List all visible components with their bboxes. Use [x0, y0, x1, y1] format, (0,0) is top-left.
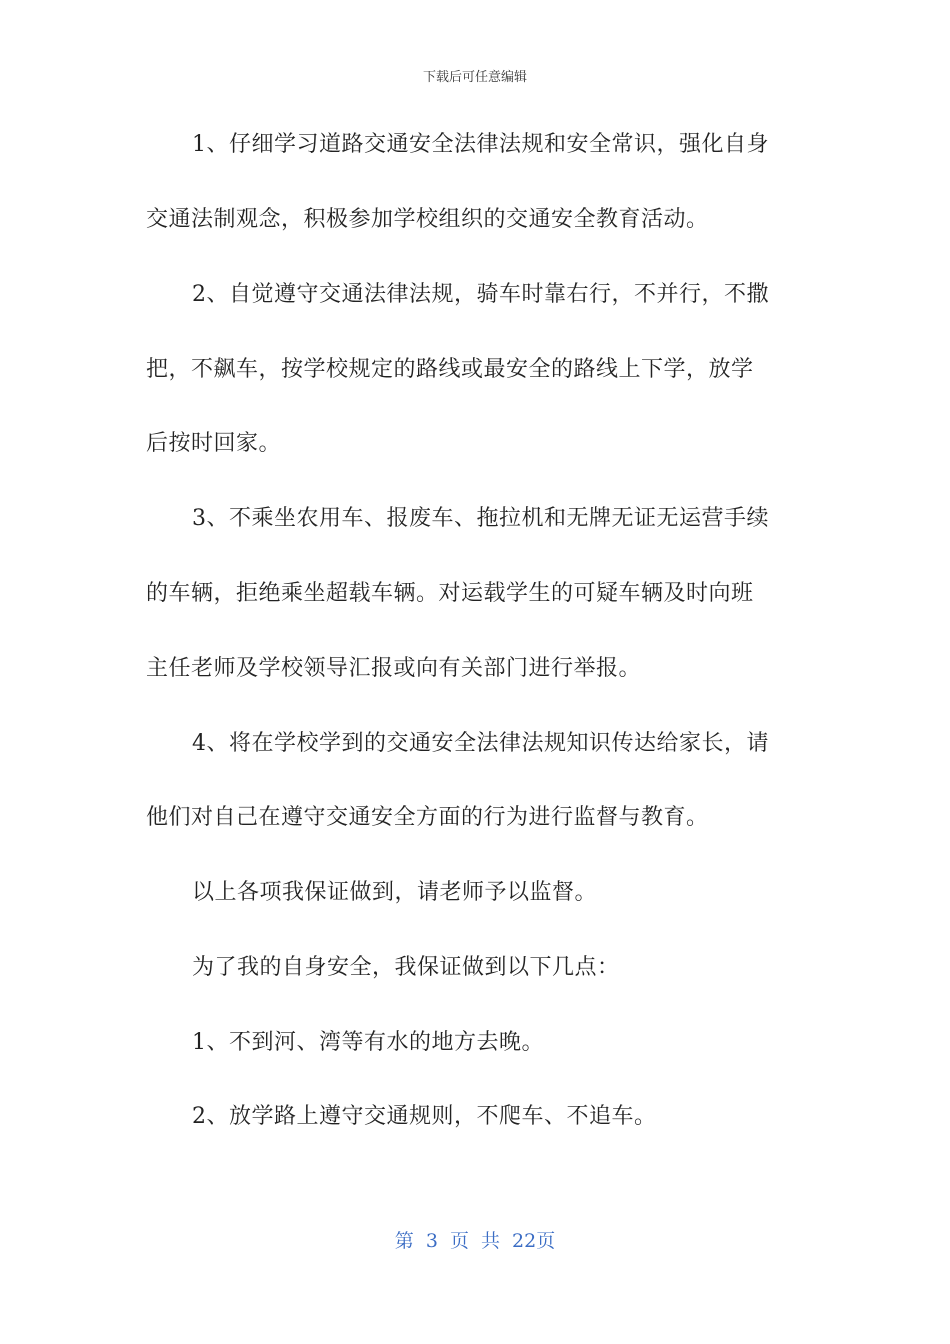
paragraph-line: 1、仔细学习道路交通安全法律法规和安全常识，强化自身 — [192, 132, 769, 157]
paragraph-line: 把，不飙车，按学校规定的路线或最安全的路线上下学，放学 — [146, 357, 754, 382]
paragraph-line: 以上各项我保证做到，请老师予以监督。 — [192, 880, 598, 905]
paragraph-line: 4、将在学校学到的交通安全法律法规知识传达给家长，请 — [192, 731, 769, 756]
paragraph-line: 的车辆，拒绝乘坐超载车辆。对运载学生的可疑车辆及时向班 — [146, 581, 754, 606]
paragraph-line: 2、放学路上遵守交通规则，不爬车、不追车。 — [192, 1104, 657, 1129]
paragraph-line: 交通法制观念，积极参加学校组织的交通安全教育活动。 — [146, 207, 709, 232]
paragraph-line: 1、不到河、湾等有水的地方去晚。 — [192, 1030, 544, 1055]
page-number-footer: 第 3 页 共 22页 — [394, 1230, 556, 1252]
page-header-note: 下载后可任意编辑 — [422, 70, 527, 85]
paragraph-line: 2、自觉遵守交通法律法规，骑车时靠右行，不并行，不撒 — [192, 282, 769, 307]
paragraph-line: 他们对自己在遵守交通安全方面的行为进行监督与教育。 — [146, 805, 709, 830]
paragraph-line: 主任老师及学校领导汇报或向有关部门进行举报。 — [146, 656, 642, 681]
paragraph-line: 后按时回家。 — [146, 431, 282, 456]
paragraph-line: 为了我的自身安全，我保证做到以下几点： — [192, 955, 620, 980]
paragraph-line: 3、不乘坐农用车、报废车、拖拉机和无牌无证无运营手续 — [192, 506, 769, 531]
